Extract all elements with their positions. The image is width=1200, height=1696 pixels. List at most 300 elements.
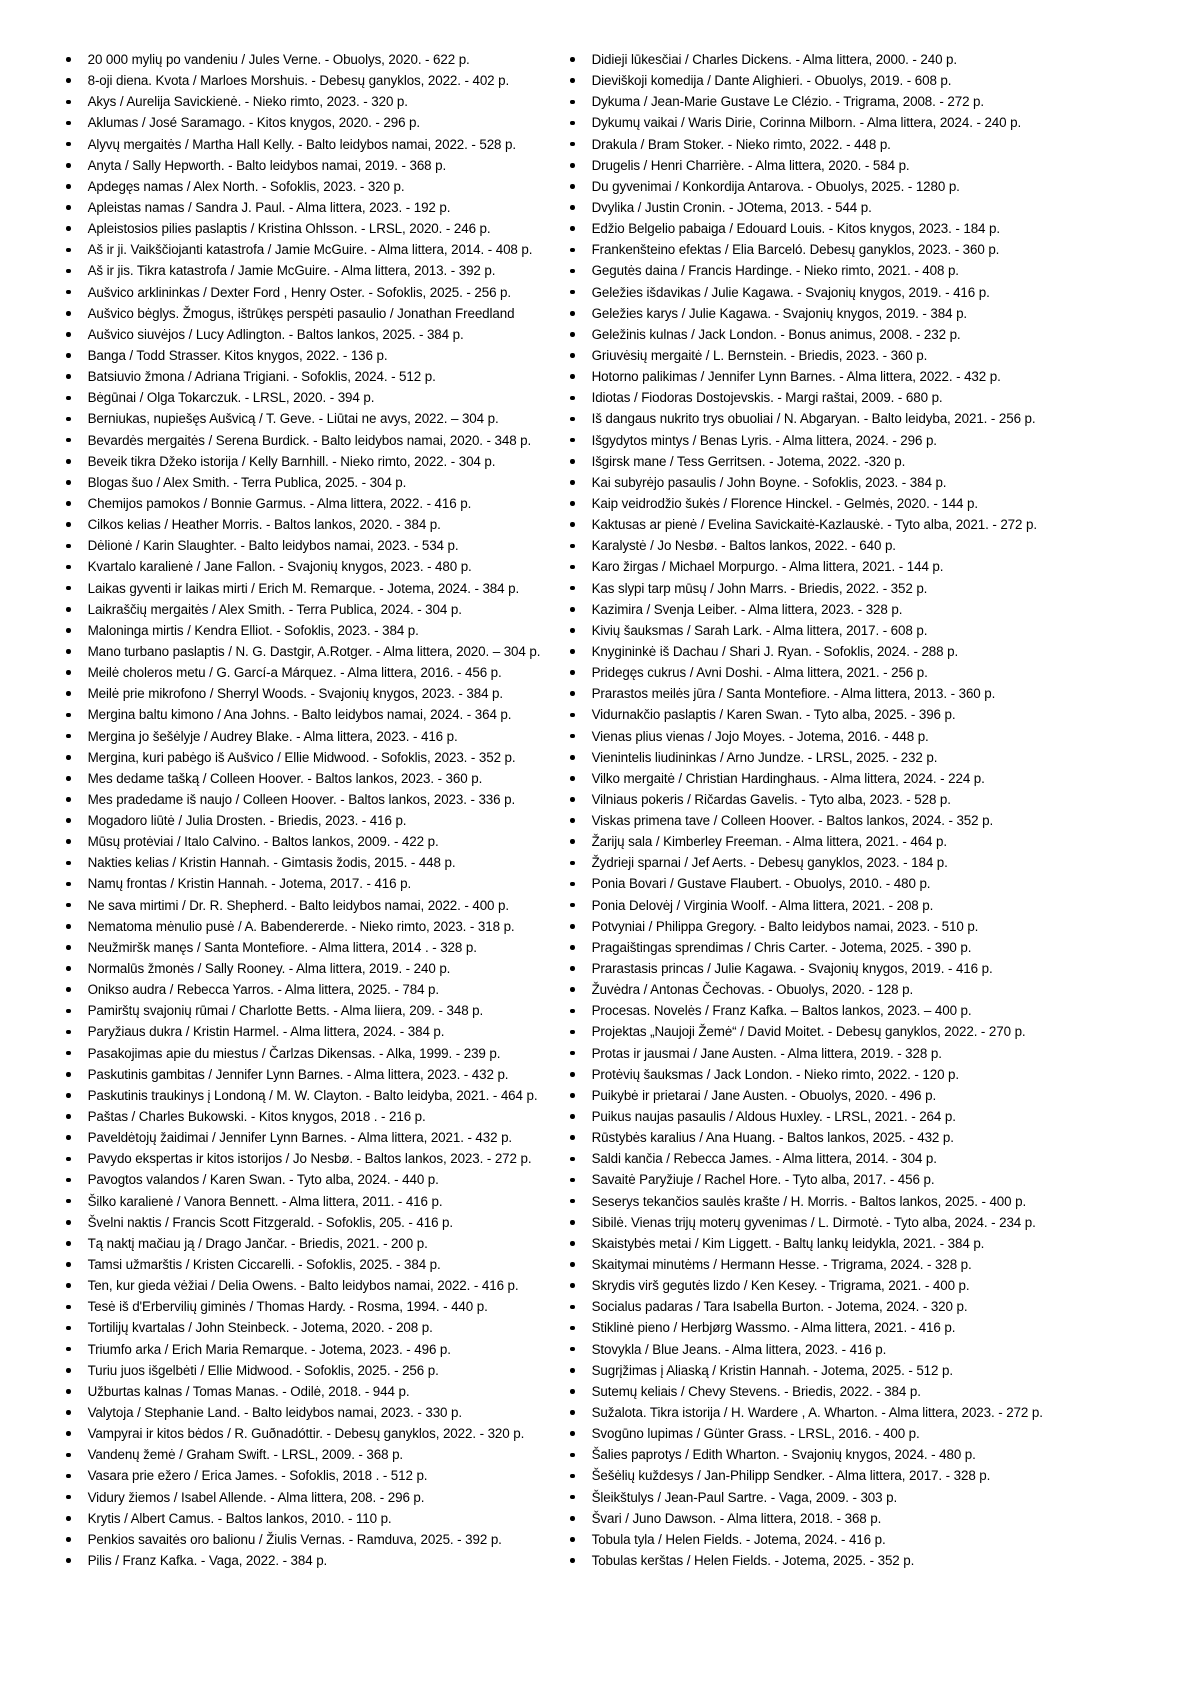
bullet-icon xyxy=(66,100,71,105)
list-item-text: Ponia Bovari / Gustave Flaubert. - Obuolys, 2010. - 480 p. xyxy=(591,876,931,892)
list-item-text: Mes dedame tašką / Colleen Hoover. - Baltos lankos, 2023. - 360 p. xyxy=(87,770,483,786)
list-item xyxy=(64,1043,564,1064)
bullet-icon xyxy=(66,1389,71,1394)
list-item xyxy=(568,155,1180,176)
list-item-text: Mes pradedame iš naujo / Colleen Hoover. - Baltos lankos, 2023. - 336 p. xyxy=(87,791,516,807)
list-item xyxy=(64,112,564,133)
bullet-icon xyxy=(66,205,71,210)
list-item-text: Dėlionė / Karin Slaughter. - Balto leidybos namai, 2023. - 534 p. xyxy=(87,538,459,554)
list-item-text: Kaip veidrodžio šukės / Florence Hinckel. - Gelmės, 2020. - 144 p. xyxy=(591,495,978,511)
list-item xyxy=(64,1233,564,1254)
list-item-text: Vilko mergaitė / Christian Hardinghaus. - Alma littera, 2024. - 224 p. xyxy=(591,770,985,786)
bullet-icon xyxy=(570,1558,575,1563)
list-item xyxy=(568,1233,1180,1254)
bullet-icon xyxy=(66,1093,71,1098)
bullet-icon xyxy=(66,374,71,379)
list-item xyxy=(568,70,1180,91)
list-item-text: Kas slypi tarp mūsų / John Marrs. - Briedis, 2022. - 352 p. xyxy=(591,580,928,596)
list-item-text: Apdegęs namas / Alex North. - Sofoklis, 2023. - 320 p. xyxy=(87,178,405,194)
list-item xyxy=(568,1550,1180,1571)
list-item-text: Iš dangaus nukrito trys obuoliai / N. Abgaryan. - Balto leidyba, 2021. - 256 p. xyxy=(591,411,1036,427)
bullet-icon xyxy=(66,353,71,358)
bullet-icon xyxy=(570,903,575,908)
list-item xyxy=(568,1148,1180,1169)
bullet-icon xyxy=(570,459,575,464)
list-item-text: Meilė choleros metu / G. Garcí-a Márquez. - Alma littera, 2016. - 456 p. xyxy=(87,665,502,681)
list-item-text: Ten, kur gieda vėžiai / Delia Owens. - Balto leidybos namai, 2022. - 416 p. xyxy=(87,1278,519,1294)
bullet-icon xyxy=(570,1157,575,1162)
list-item-text: Aušvico arklininkas / Dexter Ford , Henry Oster. - Sofoklis, 2025. - 256 p. xyxy=(87,284,512,300)
list-item xyxy=(568,1487,1180,1508)
list-item xyxy=(568,789,1180,810)
list-item xyxy=(568,895,1180,916)
bullet-icon xyxy=(570,544,575,549)
list-item-text: Potvyniai / Philippa Gregory. - Balto leidybos namai, 2023. - 510 p. xyxy=(591,918,979,934)
list-item xyxy=(64,1254,564,1275)
list-item xyxy=(568,1254,1180,1275)
list-item-text: Edžio Belgelio pabaiga / Edouard Louis. - Kitos knygos, 2023. - 184 p. xyxy=(591,221,1000,237)
list-item xyxy=(64,1550,564,1571)
list-item xyxy=(64,1487,564,1508)
bullet-icon xyxy=(66,1431,71,1436)
bullet-icon xyxy=(570,1368,575,1373)
bullet-icon xyxy=(66,776,71,781)
list-item xyxy=(568,260,1180,281)
bullet-icon xyxy=(66,1453,71,1458)
list-item xyxy=(64,387,564,408)
list-item xyxy=(568,91,1180,112)
bullet-icon xyxy=(66,332,71,337)
list-item xyxy=(568,112,1180,133)
list-item-text: Namų frontas / Kristin Hannah. - Jotema, 2017. - 416 p. xyxy=(87,876,412,892)
list-item-text: Protėvių šauksmas / Jack London. - Nieko rimto, 2022. - 120 p. xyxy=(591,1066,960,1082)
list-item-text: Penkios savaitės oro balionu / Žiulis Vernas. - Ramduva, 2025. - 392 p. xyxy=(87,1531,502,1547)
list-item-text: Stovykla / Blue Jeans. - Alma littera, 2023. - 416 p. xyxy=(591,1341,887,1357)
list-item xyxy=(568,387,1180,408)
list-item xyxy=(568,134,1180,155)
list-item-text: Prarastos meilės jūra / Santa Montefiore. - Alma littera, 2013. - 360 p. xyxy=(591,686,996,702)
book-list-column-right xyxy=(568,49,1180,1571)
bullet-icon xyxy=(570,438,575,443)
bullet-icon xyxy=(570,987,575,992)
list-item-text: Sugrįžimas į Aliaską / Kristin Hannah. - Jotema, 2025. - 512 p. xyxy=(591,1362,953,1378)
list-item-text: Turiu juos išgelbėti / Ellie Midwood. - Sofoklis, 2025. - 256 p. xyxy=(87,1362,439,1378)
list-item-text: Tortilijų kvartalas / John Steinbeck. - Jotema, 2020. - 208 p. xyxy=(87,1320,433,1336)
list-item-text: Laikas gyventi ir laikas mirti / Erich M. Remarque. - Jotema, 2024. - 384 p. xyxy=(87,580,520,596)
list-item-text: Procesas. Novelės / Franz Kafka. – Baltos lankos, 2023. – 400 p. xyxy=(591,1003,972,1019)
list-item-text: Karo žirgas / Michael Morpurgo. - Alma littera, 2021. - 144 p. xyxy=(591,559,944,575)
list-item xyxy=(568,1127,1180,1148)
list-item xyxy=(64,493,564,514)
list-item-text: Pamirštų svajonių rūmai / Charlotte Betts. - Alma liiera, 209. - 348 p. xyxy=(87,1003,484,1019)
list-item xyxy=(64,1444,564,1465)
list-item xyxy=(64,324,564,345)
list-item xyxy=(568,873,1180,894)
bullet-icon xyxy=(570,121,575,126)
bullet-icon xyxy=(66,945,71,950)
list-item xyxy=(64,155,564,176)
list-item-text: Geležies išdavikas / Julie Kagawa. - Svajonių knygos, 2019. - 416 p. xyxy=(591,284,990,300)
list-item xyxy=(568,239,1180,260)
list-item-text: Drakula / Bram Stoker. - Nieko rimto, 2022. - 448 p. xyxy=(591,136,891,152)
list-item-text: Stiklinė pieno / Herbjørg Wassmo. - Alma littera, 2021. - 416 p. xyxy=(591,1320,956,1336)
list-item xyxy=(568,937,1180,958)
list-item-text: Geležinis kulnas / Jack London. - Bonus animus, 2008. - 232 p. xyxy=(591,326,961,342)
list-item-text: Nematoma mėnulio pusė / A. Babendererde. - Nieko rimto, 2023. - 318 p. xyxy=(87,918,515,934)
list-item xyxy=(64,747,564,768)
list-item xyxy=(64,1402,564,1423)
bullet-icon xyxy=(66,924,71,929)
bullet-icon xyxy=(66,1220,71,1225)
list-item-text: Vampyrai ir kitos bėdos / R. Guðnadóttir. - Debesų ganyklos, 2022. - 320 p. xyxy=(87,1426,525,1442)
list-item xyxy=(568,366,1180,387)
list-item xyxy=(64,1508,564,1529)
bullet-icon xyxy=(570,1241,575,1246)
bullet-icon xyxy=(66,1072,71,1077)
bullet-icon xyxy=(66,1495,71,1500)
list-item-text: Tobulas kerštas / Helen Fields. - Jotema, 2025. - 352 p. xyxy=(591,1552,915,1568)
list-item-text: Sibilė. Vienas trijų moterų gyvenimas / L. Dirmotė. - Tyto alba, 2024. - 234 p. xyxy=(591,1214,1036,1230)
bullet-icon xyxy=(66,1347,71,1352)
list-item-text: Karalystė / Jo Nesbø. - Baltos lankos, 2022. - 640 p. xyxy=(591,538,896,554)
list-item-text: Šilko karalienė / Vanora Bennett. - Alma littera, 2011. - 416 p. xyxy=(87,1193,443,1209)
list-item-text: Skrydis virš gegutės lizdo / Ken Kesey. - Trigrama, 2021. - 400 p. xyxy=(591,1278,970,1294)
list-item xyxy=(568,958,1180,979)
bullet-icon xyxy=(66,1558,71,1563)
list-item xyxy=(64,49,564,70)
list-item xyxy=(568,1212,1180,1233)
list-item xyxy=(64,1169,564,1190)
bullet-icon xyxy=(570,839,575,844)
bullet-icon xyxy=(66,586,71,591)
list-item-text: Didieji lūkesčiai / Charles Dickens. - Alma littera, 2000. - 240 p. xyxy=(591,52,958,67)
bullet-icon xyxy=(570,226,575,231)
list-item xyxy=(64,535,564,556)
list-item xyxy=(64,514,564,535)
list-item xyxy=(64,1529,564,1550)
bullet-icon xyxy=(66,290,71,295)
list-item-text: Geležies karys / Julie Kagawa. - Svajonių knygos, 2019. - 384 p. xyxy=(591,305,968,321)
list-item-text: Paryžiaus dukra / Kristin Harmel. - Alma littera, 2024. - 384 p. xyxy=(87,1024,445,1040)
list-item-text: Šešėlių kuždesys / Jan-Philipp Sendker. - Alma littera, 2017. - 328 p. xyxy=(591,1468,991,1484)
list-item-text: Meilė prie mikrofono / Sherryl Woods. - Svajonių knygos, 2023. - 384 p. xyxy=(87,686,503,702)
list-item xyxy=(64,810,564,831)
list-item xyxy=(64,556,564,577)
book-list-column-left xyxy=(64,49,564,1571)
list-item-text: Ne sava mirtimi / Dr. R. Shepherd. - Balto leidybos namai, 2022. - 400 p. xyxy=(87,897,509,913)
list-item xyxy=(568,662,1180,683)
list-item xyxy=(64,958,564,979)
list-item xyxy=(568,1169,1180,1190)
bullet-icon xyxy=(66,1516,71,1521)
bullet-icon xyxy=(66,734,71,739)
list-item-text: Prarastasis princas / Julie Kagawa. - Svajonių knygos, 2019. - 416 p. xyxy=(591,961,993,977)
list-item-text: Pavydo ekspertas ir kitos istorijos / Jo Nesbø. - Baltos lankos, 2023. - 272 p. xyxy=(87,1151,532,1167)
bullet-icon xyxy=(570,945,575,950)
list-item-text: Vandenų žemė / Graham Swift. - LRSL, 2009. - 368 p. xyxy=(87,1447,404,1463)
bullet-icon xyxy=(66,269,71,274)
bullet-icon xyxy=(570,353,575,358)
list-item xyxy=(568,324,1180,345)
bullet-icon xyxy=(66,1410,71,1415)
bullet-icon xyxy=(66,1305,71,1310)
bullet-icon xyxy=(66,163,71,168)
list-item-text: Normalūs žmonės / Sally Rooney. - Alma littera, 2019. - 240 p. xyxy=(87,961,451,977)
list-item-text: Dykumų vaikai / Waris Dirie, Corinna Milborn. - Alma littera, 2024. - 240 p. xyxy=(591,115,1022,131)
list-item xyxy=(64,1085,564,1106)
bullet-icon xyxy=(66,1283,71,1288)
bullet-icon xyxy=(66,797,71,802)
list-item-text: 20 000 mylių po vandeniu / Jules Verne. - Obuolys, 2020. - 622 p. xyxy=(87,52,470,67)
list-item xyxy=(64,303,564,324)
list-item-text: Gegutės daina / Francis Hardinge. - Nieko rimto, 2021. - 408 p. xyxy=(591,263,959,279)
bullet-icon xyxy=(570,1305,575,1310)
bullet-icon xyxy=(570,522,575,527)
list-item xyxy=(568,535,1180,556)
list-item xyxy=(64,852,564,873)
list-item-text: Saldi kančia / Rebecca James. - Alma littera, 2014. - 304 p. xyxy=(591,1151,937,1167)
bullet-icon xyxy=(66,311,71,316)
bullet-icon xyxy=(66,1178,71,1183)
bullet-icon xyxy=(66,903,71,908)
list-item-text: Žarijų sala / Kimberley Freeman. - Alma littera, 2021. - 464 p. xyxy=(591,834,947,850)
list-item xyxy=(568,1064,1180,1085)
list-item-text: Rūstybės karalius / Ana Huang. - Baltos lankos, 2025. - 432 p. xyxy=(591,1130,954,1146)
list-item xyxy=(64,1064,564,1085)
bullet-icon xyxy=(570,734,575,739)
list-item-text: Viskas primena tave / Colleen Hoover. - Baltos lankos, 2024. - 352 p. xyxy=(591,813,994,829)
list-item-text: Griuvėsių mergaitė / L. Bernstein. - Briedis, 2023. - 360 p. xyxy=(591,347,928,363)
list-item xyxy=(64,662,564,683)
list-item xyxy=(568,1402,1180,1423)
list-item xyxy=(568,1339,1180,1360)
bullet-icon xyxy=(570,184,575,189)
bullet-icon xyxy=(570,290,575,295)
bullet-icon xyxy=(570,649,575,654)
bullet-icon xyxy=(570,1135,575,1140)
list-item-text: Skaitymai minutėms / Hermann Hesse. - Trigrama, 2024. - 328 p. xyxy=(591,1257,972,1273)
list-item-text: Vienintelis liudininkas / Arno Jundze. - LRSL, 2025. - 232 p. xyxy=(591,749,938,765)
list-item-text: Pasakojimas apie du miestus / Čarlzas Dikensas. - Alka, 1999. - 239 p. xyxy=(87,1045,501,1061)
bullet-icon xyxy=(570,163,575,168)
list-item xyxy=(64,831,564,852)
bullet-icon xyxy=(66,78,71,83)
list-item xyxy=(64,726,564,747)
bullet-icon xyxy=(66,818,71,823)
list-item xyxy=(64,197,564,218)
bullet-icon xyxy=(66,1030,71,1035)
list-item-text: Švari / Juno Dawson. - Alma littera, 2018. - 368 p. xyxy=(591,1510,882,1526)
list-item xyxy=(64,641,564,662)
list-item xyxy=(64,768,564,789)
bullet-icon xyxy=(570,797,575,802)
bullet-icon xyxy=(570,1431,575,1436)
bullet-icon xyxy=(570,628,575,633)
list-item-text: Tesė iš d'Erbervilių giminės / Thomas Hardy. - Rosma, 1994. - 440 p. xyxy=(87,1299,488,1315)
list-item xyxy=(64,1127,564,1148)
bullet-icon xyxy=(66,1262,71,1267)
list-item xyxy=(568,556,1180,577)
list-item xyxy=(568,726,1180,747)
bullet-icon xyxy=(66,1051,71,1056)
bullet-icon xyxy=(66,396,71,401)
list-item xyxy=(568,620,1180,641)
list-item xyxy=(64,704,564,725)
list-item xyxy=(568,704,1180,725)
list-item xyxy=(568,852,1180,873)
list-item-text: Triumfo arka / Erich Maria Remarque. - Jotema, 2023. - 496 p. xyxy=(87,1341,451,1357)
bullet-icon xyxy=(66,755,71,760)
list-item-text: Valytoja / Stephanie Land. - Balto leidybos namai, 2023. - 330 p. xyxy=(87,1405,462,1420)
list-item xyxy=(568,176,1180,197)
list-item xyxy=(568,1043,1180,1064)
list-item xyxy=(568,1381,1180,1402)
list-item xyxy=(568,916,1180,937)
list-item xyxy=(64,218,564,239)
list-item xyxy=(64,408,564,429)
list-item xyxy=(64,451,564,472)
bullet-icon xyxy=(570,311,575,316)
list-item xyxy=(568,1444,1180,1465)
bullet-icon xyxy=(570,1093,575,1098)
bullet-icon xyxy=(570,924,575,929)
list-item-text: Bevardės mergaitės / Serena Burdick. - Balto leidybos namai, 2020. - 348 p. xyxy=(87,432,532,448)
bullet-icon xyxy=(66,544,71,549)
list-item xyxy=(568,810,1180,831)
list-item-text: Ponia Delovėj / Virginia Woolf. - Alma littera, 2021. - 208 p. xyxy=(591,897,934,913)
list-item-text: Žuvėdra / Antonas Čechovas. - Obuolys, 2020. - 128 p. xyxy=(591,982,914,998)
list-item xyxy=(64,345,564,366)
list-item-text: Puikus naujas pasaulis / Aldous Huxley. - LRSL, 2021. - 264 p. xyxy=(591,1109,956,1125)
bullet-icon xyxy=(66,184,71,189)
list-item xyxy=(568,472,1180,493)
list-item-text: Laikraščių mergaitės / Alex Smith. - Terra Publica, 2024. - 304 p. xyxy=(87,601,462,617)
list-item xyxy=(64,578,564,599)
list-item xyxy=(64,599,564,620)
list-item-text: Onikso audra / Rebecca Yarros. - Alma littera, 2025. - 784 p. xyxy=(87,982,440,998)
bullet-icon xyxy=(66,459,71,464)
bullet-icon xyxy=(66,248,71,253)
list-item xyxy=(64,282,564,303)
list-item xyxy=(568,197,1180,218)
list-item xyxy=(568,408,1180,429)
list-item-text: Vilniaus pokeris / Ričardas Gavelis. - Tyto alba, 2023. - 528 p. xyxy=(591,791,951,807)
list-item-text: Kivių šauksmas / Sarah Lark. - Alma littera, 2017. - 608 p. xyxy=(591,622,928,638)
list-item xyxy=(64,430,564,451)
list-item-text: Kaktusas ar pienė / Evelina Savickaitė-Kazlauskė. - Tyto alba, 2021. - 272 p. xyxy=(591,517,1037,533)
bullet-icon xyxy=(570,1410,575,1415)
list-item-text: Tamsi užmarštis / Kristen Ciccarelli. - Sofoklis, 2025. - 384 p. xyxy=(87,1257,441,1273)
bullet-icon xyxy=(66,57,71,62)
list-item-text: Švelni naktis / Francis Scott Fitzgerald. - Sofoklis, 205. - 416 p. xyxy=(87,1214,454,1230)
list-item xyxy=(64,472,564,493)
list-item xyxy=(64,895,564,916)
list-item xyxy=(64,683,564,704)
list-item-text: Berniukas, nupiešęs Aušvicą / T. Geve. - Liūtai ne avys, 2022. – 304 p. xyxy=(87,411,499,427)
bullet-icon xyxy=(66,142,71,147)
list-item xyxy=(568,1275,1180,1296)
bullet-icon xyxy=(570,480,575,485)
list-item xyxy=(64,979,564,1000)
list-item xyxy=(568,1508,1180,1529)
list-item xyxy=(568,282,1180,303)
list-item-text: Dieviškoji komedija / Dante Alighieri. - Obuolys, 2019. - 608 p. xyxy=(591,73,952,89)
list-item xyxy=(568,831,1180,852)
list-item-text: Alyvų mergaitės / Martha Hall Kelly. - Balto leidybos namai, 2022. - 528 p. xyxy=(87,136,516,152)
bullet-icon xyxy=(570,1326,575,1331)
bullet-icon xyxy=(570,1030,575,1035)
list-item xyxy=(568,1106,1180,1127)
list-item-text: Paštas / Charles Bukowski. - Kitos knygos, 2018 . - 216 p. xyxy=(87,1109,426,1125)
list-item-text: Išgydytos mintys / Benas Lyris. - Alma littera, 2024. - 296 p. xyxy=(591,432,937,448)
list-item xyxy=(568,514,1180,535)
list-item-text: Maloninga mirtis / Kendra Elliot. - Sofoklis, 2023. - 384 p. xyxy=(87,622,419,638)
list-item-text: Pridegęs cukrus / Avni Doshi. - Alma littera, 2021. - 256 p. xyxy=(591,665,928,681)
list-item-text: Knygininkė iš Dachau / Shari J. Ryan. - Sofoklis, 2024. - 288 p. xyxy=(591,643,959,659)
bullet-icon xyxy=(66,1199,71,1204)
list-item xyxy=(64,1360,564,1381)
list-item-text: Išgirsk mane / Tess Gerritsen. - Jotema, 2022. -320 p. xyxy=(591,453,906,469)
bullet-icon xyxy=(570,713,575,718)
list-item xyxy=(568,1423,1180,1444)
bullet-icon xyxy=(66,417,71,422)
list-item-text: Dvylika / Justin Cronin. - JOtema, 2013. - 544 p. xyxy=(591,199,872,215)
bullet-icon xyxy=(570,205,575,210)
list-item-text: Mergina baltu kimono / Ana Johns. - Balto leidybos namai, 2024. - 364 p. xyxy=(87,707,512,723)
list-item-text: Mūsų protėviai / Italo Calvino. - Baltos lankos, 2009. - 422 p. xyxy=(87,834,439,850)
bullet-icon xyxy=(66,1537,71,1542)
bullet-icon xyxy=(570,248,575,253)
list-item xyxy=(568,979,1180,1000)
list-item-text: Mergina jo šešėlyje / Audrey Blake. - Alma littera, 2023. - 416 p. xyxy=(87,728,458,744)
bullet-icon xyxy=(570,501,575,506)
list-item-text: Tobula tyla / Helen Fields. - Jotema, 2024. - 416 p. xyxy=(591,1531,886,1547)
bullet-icon xyxy=(570,269,575,274)
bullet-icon xyxy=(66,649,71,654)
bullet-icon xyxy=(66,670,71,675)
list-item-text: Batsiuvio žmona / Adriana Trigiani. - Sofoklis, 2024. - 512 p. xyxy=(87,369,436,385)
list-item xyxy=(568,1360,1180,1381)
bullet-icon xyxy=(570,1220,575,1225)
bullet-icon xyxy=(570,374,575,379)
list-item xyxy=(568,1296,1180,1317)
list-item-text: Aš ir jis. Tikra katastrofa / Jamie McGuire. - Alma littera, 2013. - 392 p. xyxy=(87,263,496,279)
list-item-text: Apleistosios pilies paslaptis / Kristina Ohlsson. - LRSL, 2020. - 246 p. xyxy=(87,221,491,237)
list-item xyxy=(568,1465,1180,1486)
bullet-icon xyxy=(66,226,71,231)
bullet-icon xyxy=(570,1495,575,1500)
list-item xyxy=(64,1465,564,1486)
list-item-text: Kvartalo karalienė / Jane Fallon. - Svajonių knygos, 2023. - 480 p. xyxy=(87,559,472,575)
bullet-icon xyxy=(66,1326,71,1331)
bullet-icon xyxy=(66,480,71,485)
list-item-text: Beveik tikra Džeko istorija / Kelly Barnhill. - Nieko rimto, 2022. - 304 p. xyxy=(87,453,496,469)
list-item-text: Pragaištingas sprendimas / Chris Carter. - Jotema, 2025. - 390 p. xyxy=(591,939,972,955)
bullet-icon xyxy=(570,755,575,760)
list-item-text: Nakties kelias / Kristin Hannah. - Gimtasis žodis, 2015. - 448 p. xyxy=(87,855,456,871)
list-item-text: Neužmiršk manęs / Santa Montefiore. - Alma littera, 2014 . - 328 p. xyxy=(87,939,477,955)
bullet-icon xyxy=(570,332,575,337)
list-item-text: Krytis / Albert Camus. - Baltos lankos, 2010. - 110 p. xyxy=(87,1510,392,1526)
list-item xyxy=(64,176,564,197)
list-item-text: Vasara prie ežero / Erica James. - Sofoklis, 2018 . - 512 p. xyxy=(87,1468,428,1484)
list-item-text: Sužalota. Tikra istorija / H. Wardere , A. Wharton. - Alma littera, 2023. - 272 p. xyxy=(591,1405,1043,1420)
list-item xyxy=(64,1275,564,1296)
list-item-text: Seserys tekančios saulės krašte / H. Morris. - Baltos lankos, 2025. - 400 p. xyxy=(591,1193,1027,1209)
list-item xyxy=(64,1381,564,1402)
list-item xyxy=(568,451,1180,472)
bullet-icon xyxy=(570,1283,575,1288)
